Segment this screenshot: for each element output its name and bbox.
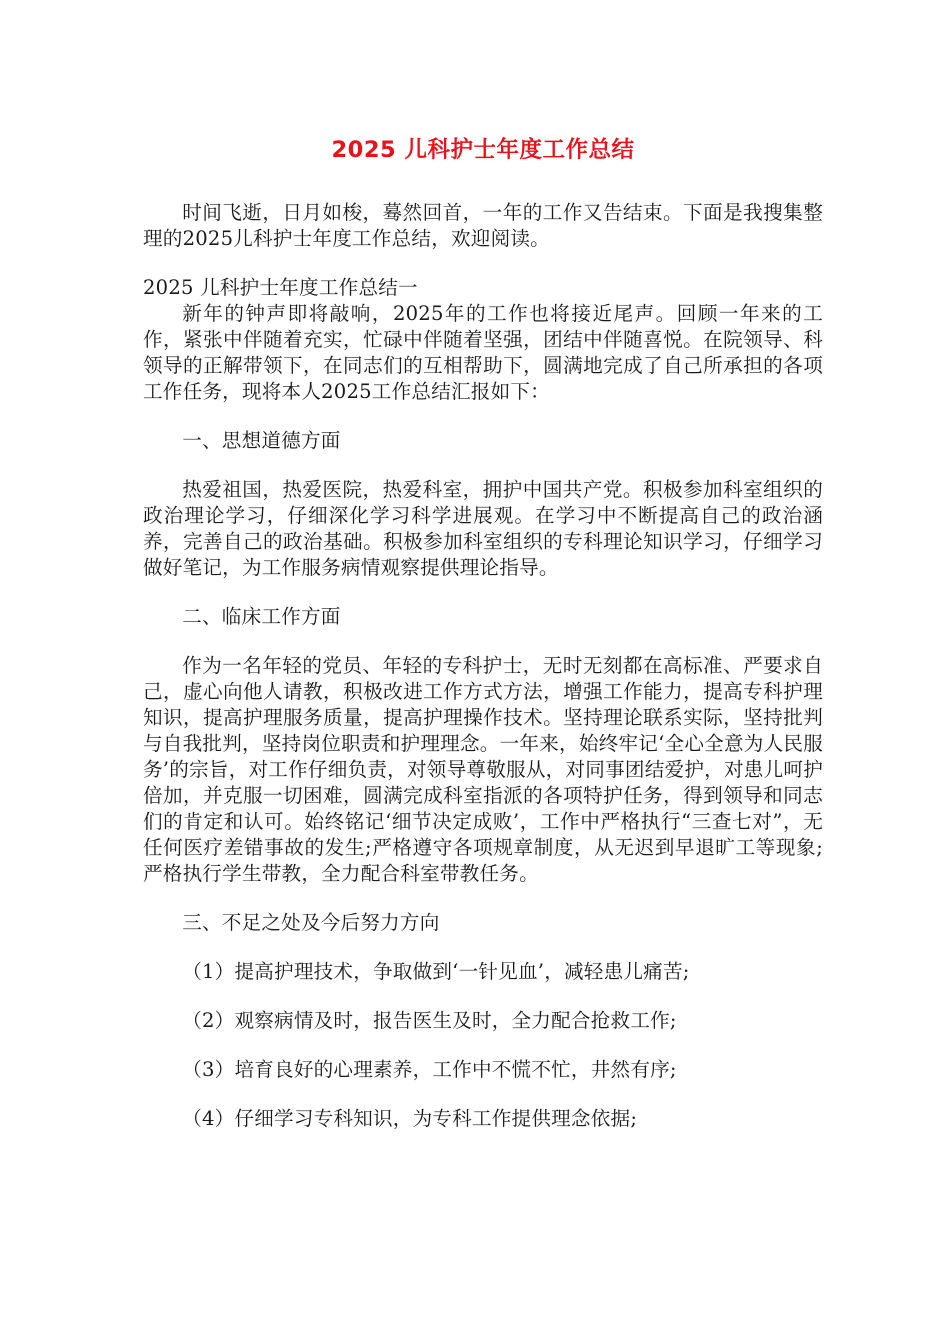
- list-item: （2）观察病情及时，报告医生及时，全力配合抢救工作;: [182, 1009, 677, 1032]
- opening-paragraph: 新年的钟声即将敲响，2025年的工作也将接近尾声。回顾一年来的工作，紧张中伴随着充实，忙碌中伴随着坚强，团结中伴随喜悦。在院领导、科领导的正解带领下，在同志们的互相帮助下，圆满地完成了自己所承担的各项工作任务，现将本人2025工作总结汇报如下：: [143, 302, 823, 403]
- document-body: [143, 127, 823, 1132]
- section-title: 2025 儿科护士年度工作总结一: [143, 276, 418, 299]
- heading-ideology: 一、思想道德方面: [182, 429, 341, 452]
- clinical-paragraph: 作为一名年轻的党员、年轻的专科护士，无时无刻都在高标准、严要求自己，虚心向他人请教，积极改进工作方式方法，增强工作能力，提高专科护理知识，提高护理服务质量，提高护理操作技术。坚持理论联系实际，坚持批判与自我批判，坚持岗位职责和护理理念。一年来，始终牢记‘全心全意为人民服务’的宗旨，对工作仔细负责，对领导尊敬服从，对同事团结爱护，对患儿呵护倍加，并克服一切困难，圆满完成科室指派的各项特护任务，得到领导和同志们的肯定和认可。始终铭记‘细节决定成败’，工作中严格执行“三查七对”，无任何医疗差错事故的发生;严格遵守各项规章制度，从无迟到早退旷工等现象;严格执行学生带教，全力配合科室带教任务。: [143, 654, 823, 885]
- document-title: 2025 儿科护士年度工作总结: [331, 137, 635, 163]
- heading-improvement: 三、不足之处及今后努力方向: [182, 911, 440, 934]
- list-item: （4）仔细学习专科知识，为专科工作提供理念依据;: [182, 1107, 638, 1130]
- list-item: （3）培育良好的心理素养，工作中不慌不忙，井然有序;: [182, 1058, 677, 1081]
- intro-paragraph: 时间飞逝，日月如梭，蓦然回首，一年的工作又告结束。下面是我搜集整理的2025儿科护士年度工作总结，欢迎阅读。: [143, 201, 823, 250]
- ideology-paragraph: 热爱祖国，热爱医院，热爱科室，拥护中国共产党。积极参加科室组织的政治理论学习，仔细深化学习科学进展观。在学习中不断提高自己的政治涵养，完善自己的政治基础。积极参加科室组织的专科理论知识学习，仔细学习做好笔记，为工作服务病情观察提供理论指导。: [143, 478, 823, 579]
- heading-clinical: 二、临床工作方面: [182, 605, 341, 628]
- list-item: （1）提高护理技术，争取做到‘一针见血’，减轻患儿痛苦;: [182, 960, 690, 983]
